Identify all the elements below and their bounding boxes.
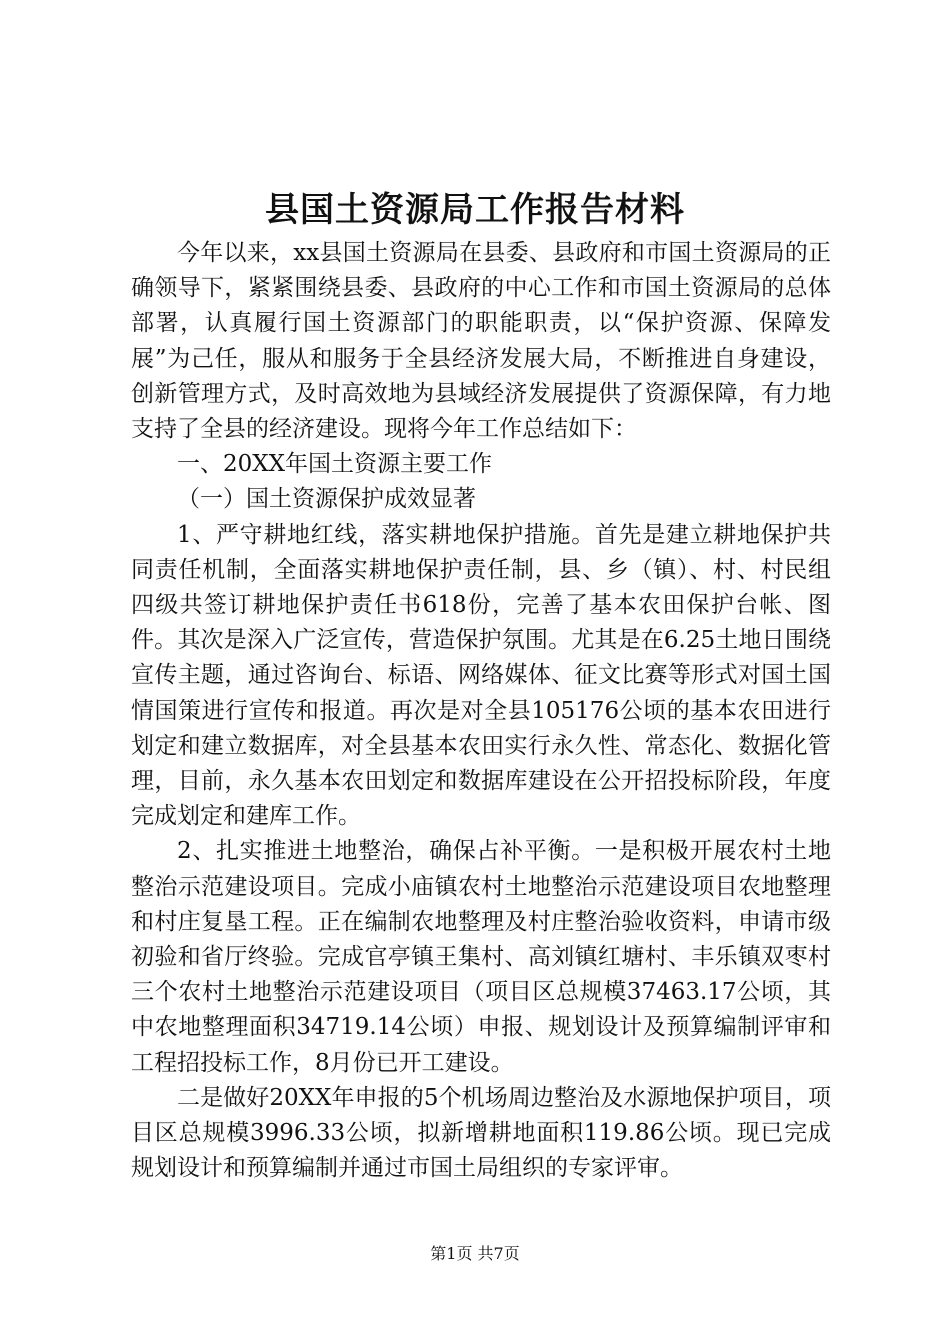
document-title: 县国土资源局工作报告材料	[265, 190, 685, 230]
subsection-heading: （一）国土资源保护成效显著	[177, 486, 476, 513]
document-body	[131, 236, 831, 1186]
paragraph-land-consolidation: 2、扎实推进土地整治，确保占补平衡。一是积极开展农村土地整治示范建设项目。完成小庙镇农村土地整治示范建设项目农地整理和村庄复垦工程。正在编制农地整理及村庄整治验收资料，申请市级初验和省厅终验。完成官亭镇王集村、高刘镇红塘村、丰乐镇双枣村三个农村土地整治示范建设项目（项目区总规模37463.17公顷，其中农地整理面积34719.14公顷）申报、规划设计及预算编制评审和工程招投标工作，8月份已开工建设。	[131, 838, 831, 1076]
page-footer: 第1页 共7页	[430, 1244, 520, 1263]
section-heading: 一、20XX年国土资源主要工作	[177, 451, 493, 478]
paragraph-farmland-protection: 1、严守耕地红线，落实耕地保护措施。首先是建立耕地保护共同责任机制，全面落实耕地保护责任制，县、乡（镇）、村、村民组四级共签订耕地保护责任书618份，完善了基本农田保护台帐、图件。其次是深入广泛宣传，营造保护氛围。尤其是在6.25土地日围绕宣传主题，通过咨询台、标语、网络媒体、征文比赛等形式对国土国情国策进行宣传和报道。再次是对全县105176公顷的基本农田进行划定和建立数据库，对全县基本农田实行永久性、常态化、数据化管理，目前，永久基本农田划定和数据库建设在公开招投标阶段，年度完成划定和建库工作。	[131, 521, 831, 830]
paragraph-airport-projects: 二是做好20XX年申报的5个机场周边整治及水源地保护项目，项目区总规模3996.33公顷，拟新增耕地面积119.86公顷。现已完成规划设计和预算编制并通过市国土局组织的专家评审。	[131, 1084, 831, 1182]
intro-paragraph: 今年以来，xx县国土资源局在县委、县政府和市国土资源局的正确领导下，紧紧围绕县委、县政府的中心工作和市国土资源局的总体部署，认真履行国土资源部门的职能职责，以“保护资源、保障发展”为己任，服从和服务于全县经济发展大局，不断推进自身建设，创新管理方式，及时高效地为县域经济发展提供了资源保障，有力地支持了全县的经济建设。现将今年工作总结如下：	[131, 240, 831, 443]
